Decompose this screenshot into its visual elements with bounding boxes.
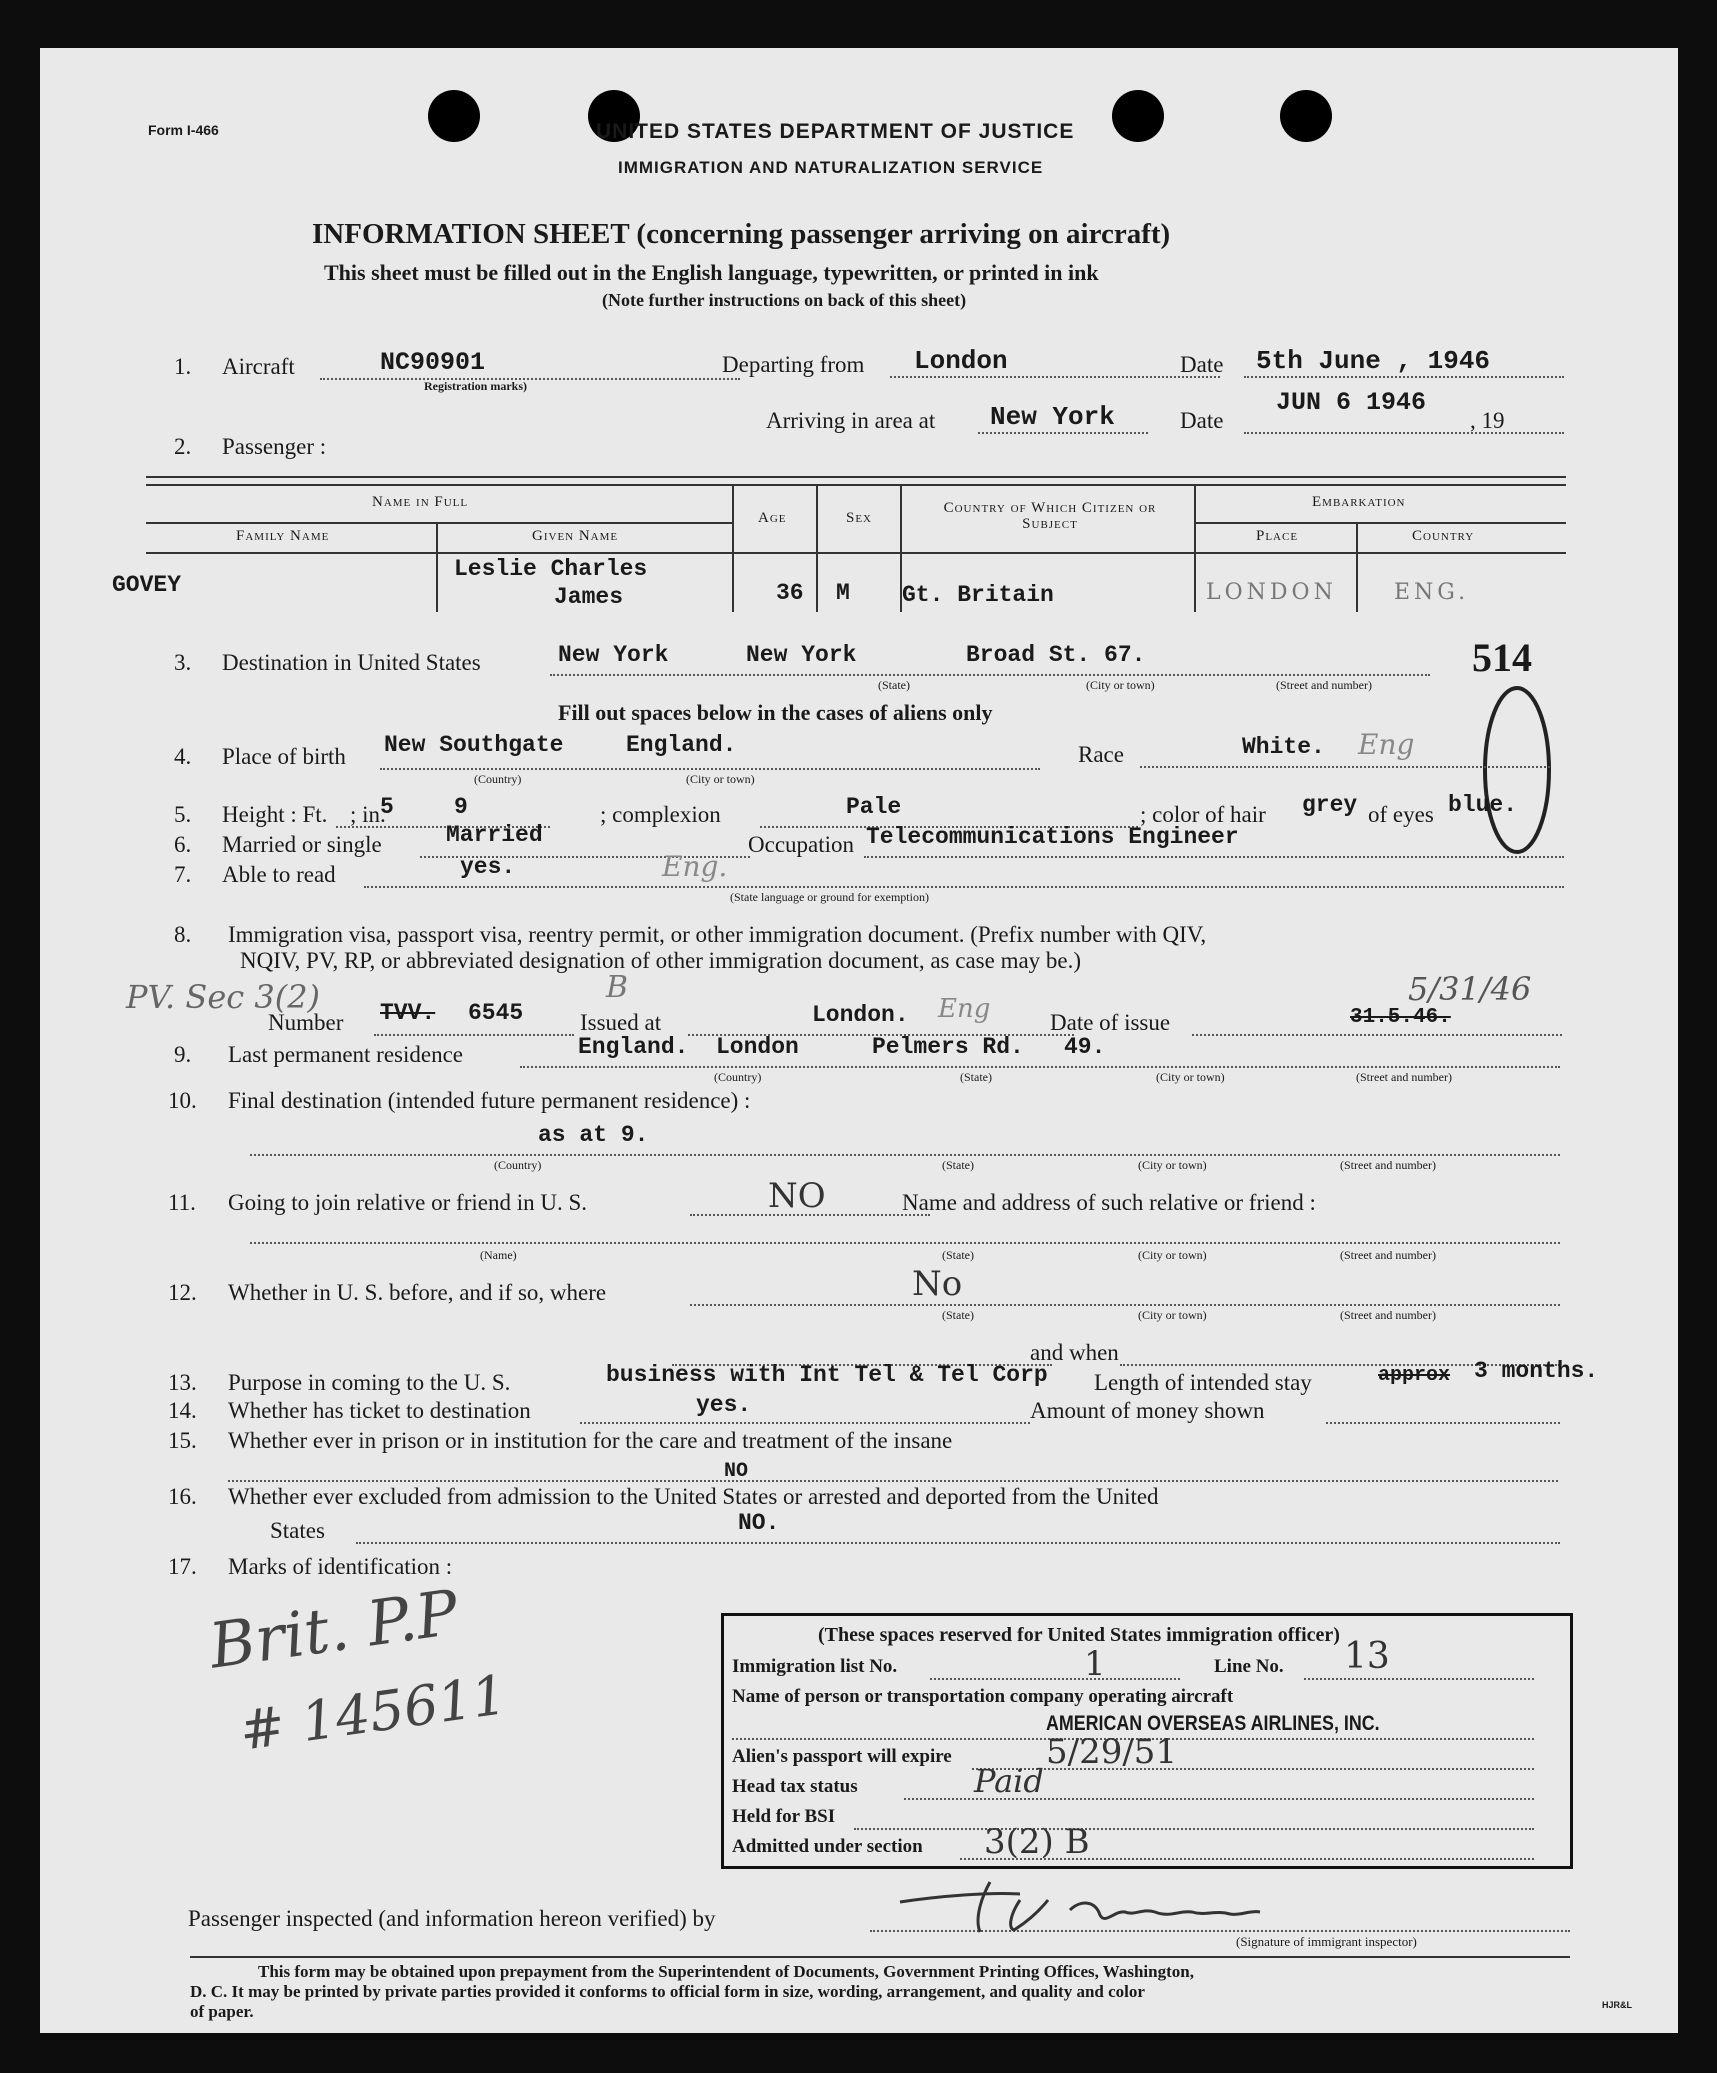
form-note: (Note further instructions on back of this sheet) [602,290,967,310]
height-in-label: ; in. [350,802,386,827]
height-feet-value: 5 [380,794,394,820]
length-struck: approx [1378,1364,1451,1387]
bsi-label: Held for BSI [732,1806,836,1827]
previous-visit-label: Whether in U. S. before, and if so, where [228,1280,607,1305]
item-number: 2. [174,434,192,459]
visa-number-value: 6545 [468,1000,524,1026]
destination-street: Broad St. 67. [966,642,1146,668]
age-value: 36 [776,580,804,606]
residence-street: 49. [1064,1034,1106,1060]
eyes-label: of eyes [1368,802,1434,827]
form-sheet [40,48,1678,2033]
date-of-issue-struck: 31.5.46. [1350,1006,1451,1029]
given-name-value: James [554,584,624,610]
admitted-section-label: Admitted under section [732,1836,923,1857]
street-caption: (Street and number) [1276,678,1372,692]
complexion-value: Pale [846,794,902,820]
ticket-value: yes. [696,1392,752,1418]
inspected-label: Passenger inspected (and information hereon verified) by [188,1906,716,1931]
inspector-caption: (Signature of immigrant inspector) [1236,1934,1417,1949]
pencil-oval-mark [1472,680,1562,860]
issued-label: Issued at [580,1010,662,1035]
length-value: 3 months. [1474,1358,1599,1384]
birth-city-value: England. [626,732,737,758]
line-number-label: Line No. [1214,1656,1284,1677]
city-caption: (City or town) [1138,1158,1207,1172]
street-caption: (Street and number) [1340,1248,1436,1262]
identification-hand-2: # 145611 [235,1662,511,1763]
date-label: Date [1180,408,1224,433]
date-of-issue-label: Date of issue [1050,1010,1171,1035]
place-header: Place [1256,528,1299,544]
passport-expire-label: Alien's passport will expire [732,1746,952,1767]
identification-hand-1: Brit. P.P [204,1575,463,1683]
relative-label: Going to join relative or friend in U. S. [228,1190,587,1215]
destination-state: New York [558,642,669,668]
identification-label: Marks of identification : [228,1554,453,1579]
date-label: Date [1180,352,1224,377]
departing-value: London [914,346,1008,376]
embarkation-country-value: ENG. [1394,580,1470,605]
country-header: Country [1412,528,1475,544]
embarkation-place-value: LONDON [1206,580,1337,605]
departure-date: 5th June , 1946 [1256,346,1491,376]
race-label: Race [1078,742,1124,767]
race-note: Eng [1358,728,1415,761]
married-label: Married or single [222,832,382,857]
item-number: 8. [174,922,192,947]
country-caption: (Country) [494,1158,542,1172]
city-caption: (City or town) [1086,678,1155,692]
footer-line1: This form may be obtained upon prepayment from the Superintendent of Documents, Government Printing Offices, Washington, [258,1962,1194,1981]
official-heading: (These spaces reserved for United States immigration officer) [818,1624,1340,1646]
item-number: 5. [174,802,192,827]
footer-line2: D. C. It may be printed by private parties provided it conforms to official form in size, wording, arrangement, and quality and color [190,1982,1145,2001]
arriving-value: New York [990,402,1115,432]
punch-hole [1112,90,1164,142]
official-use-box [721,1613,1573,1869]
height-label: Height : Ft. [222,802,328,827]
visa-number-struck: TVV. [380,1000,436,1026]
list-number-value: 1 [1084,1644,1106,1684]
complexion-label: ; complexion [600,802,721,827]
state-caption: (State) [942,1248,974,1262]
item-number: 7. [174,862,192,887]
item-number: 9. [174,1042,192,1067]
visa-text-line2: NQIV, PV, RP, or abbreviated designation of other immigration document, as case may be.) [240,948,1082,973]
departing-label: Departing from [722,352,865,377]
department-heading: UNITED STATES DEPARTMENT OF JUSTICE [596,120,1075,143]
operator-value: AMERICAN OVERSEAS AIRLINES, INC. [1046,1712,1380,1735]
head-tax-value: Paid [974,1762,1044,1800]
relative-value: NO [768,1176,826,1216]
residence-state: London [716,1034,799,1060]
street-caption: (Street and number) [1356,1070,1452,1084]
citizen-value: Gt. Britain [902,582,1054,608]
read-label: Able to read [222,862,336,887]
form-instruction: This sheet must be filled out in the English language, typewritten, or printed in ink [324,260,1099,285]
sex-value: M [836,580,850,606]
item-number: 14. [168,1398,197,1423]
residence-label: Last permanent residence [228,1042,463,1067]
visa-handwritten-b: B [606,970,629,1005]
prison-label: Whether ever in prison or in institution for the care and treatment of the insane [228,1428,953,1453]
item-number: 3. [174,650,192,675]
birth-label: Place of birth [222,744,346,769]
excluded-value: NO. [738,1510,780,1536]
issued-value: London. [812,1002,909,1028]
money-label: Amount of money shown [1030,1398,1265,1423]
city-caption: (City or town) [1138,1308,1207,1322]
read-note: Eng. [662,850,728,883]
list-number-label: Immigration list No. [732,1656,898,1677]
hair-value: grey [1302,792,1358,818]
and-when-label: and when [1030,1340,1119,1365]
arrival-date-suffix: , 19 [1470,408,1505,433]
item-number: 4. [174,744,192,769]
item-number: 1. [174,354,192,379]
item-number: 15. [168,1428,197,1453]
street-caption: (Street and number) [1340,1158,1436,1172]
state-caption: (State) [942,1158,974,1172]
occupation-label: Occupation [748,832,855,857]
item-number: 16. [168,1484,197,1509]
city-caption: (City or town) [1138,1248,1207,1262]
service-heading: IMMIGRATION AND NATURALIZATION SERVICE [618,158,1044,177]
admitted-section-value: 3(2) B [984,1822,1090,1862]
item-number: 6. [174,832,192,857]
aircraft-value: NC90901 [380,348,486,377]
family-name-value: GOVEY [112,572,182,598]
hair-label: ; color of hair [1140,802,1266,827]
form-title: INFORMATION SHEET (concerning passenger arriving on aircraft) [312,218,1171,250]
city-caption: (City or town) [1156,1070,1225,1084]
operator-label: Name of person or transportation company operating aircraft [732,1686,1234,1707]
item-number: 17. [168,1554,197,1579]
eyes-value: blue. [1448,792,1518,818]
married-value: Married [446,822,543,848]
purpose-label: Purpose in coming to the U. S. [228,1370,511,1395]
arrival-date-stamp: JUN 6 1946 [1276,388,1427,417]
head-tax-label: Head tax status [732,1776,858,1797]
race-value: White. [1242,734,1325,760]
destination-city: New York [746,642,857,668]
item-number: 11. [168,1190,196,1215]
excluded-label-2: States [270,1518,325,1543]
given-name-header: Given Name [532,528,619,544]
date-of-issue-handwritten: 5/31/46 [1408,970,1532,1008]
destination-label: Destination in United States [222,650,481,675]
previous-visit-value: No [912,1264,963,1304]
purpose-value: business with Int Tel & Tel Corp [606,1362,1048,1388]
citizen-header: Country of Which Citizen or Subject [943,500,1157,532]
read-caption: (State language or ground for exemption) [730,890,929,904]
name-in-full-header: Name in Full [372,494,469,510]
passenger-label: Passenger : [222,434,327,459]
file-number: 514 [1472,635,1532,680]
name-caption: (Name) [480,1248,517,1262]
height-inches-value: 9 [454,794,468,820]
excluded-label: Whether ever excluded from admission to the United States or arrested and deported from the United [228,1484,1159,1509]
family-name-header: Family Name [236,528,330,544]
punch-hole [428,90,480,142]
passport-expire-value: 5/29/51 [1046,1732,1178,1772]
embarkation-header: Embarkation [1312,494,1406,510]
arriving-label: Arriving in area at [766,408,936,433]
given-name-value: Leslie Charles [454,556,648,582]
city-caption: (City or town) [686,772,755,786]
country-caption: (Country) [714,1070,762,1084]
footer-line3: of paper. [190,2002,254,2021]
relative-address-label: Name and address of such relative or friend : [902,1190,1316,1215]
state-caption: (State) [960,1070,992,1084]
final-destination-label: Final destination (intended future permanent residence) : [228,1088,751,1113]
state-caption: (State) [878,678,910,692]
item-number: 12. [168,1280,197,1305]
street-caption: (Street and number) [1340,1308,1436,1322]
final-destination-value: as at 9. [538,1122,649,1148]
line-number-value: 13 [1344,1636,1390,1677]
registration-caption: Registration marks) [424,379,527,393]
occupation-value: Telecommunications Engineer [866,824,1239,850]
read-value: yes. [460,854,516,880]
printer-mark: HJR&L [1602,2000,1633,2010]
visa-text-line1: Immigration visa, passport visa, reentry permit, or other immigration document. (Prefix number with QIV, [228,922,1207,947]
item-number: 10. [168,1088,197,1113]
country-caption: (Country) [474,772,522,786]
visa-handwritten-prefix: PV. Sec 3(2) [126,978,321,1016]
item-number: 13. [168,1370,197,1395]
length-label: Length of intended stay [1094,1370,1312,1395]
aircraft-label: Aircraft [222,354,295,379]
ticket-label: Whether has ticket to destination [228,1398,531,1423]
form-number: Form I-466 [148,122,219,138]
prison-value: NO [724,1460,749,1483]
sex-header: Sex [846,510,873,526]
punch-hole [1280,90,1332,142]
birth-country-value: New Southgate [384,732,564,758]
inspector-signature [880,1870,1340,1940]
state-caption: (State) [942,1308,974,1322]
residence-city: Pelmers Rd. [872,1034,1024,1060]
age-header: Age [758,510,787,526]
issued-note: Eng [938,994,991,1024]
residence-country: England. [578,1034,689,1060]
visa-number-label: Number [268,1010,344,1035]
aliens-heading: Fill out spaces below in the cases of aliens only [558,700,993,725]
